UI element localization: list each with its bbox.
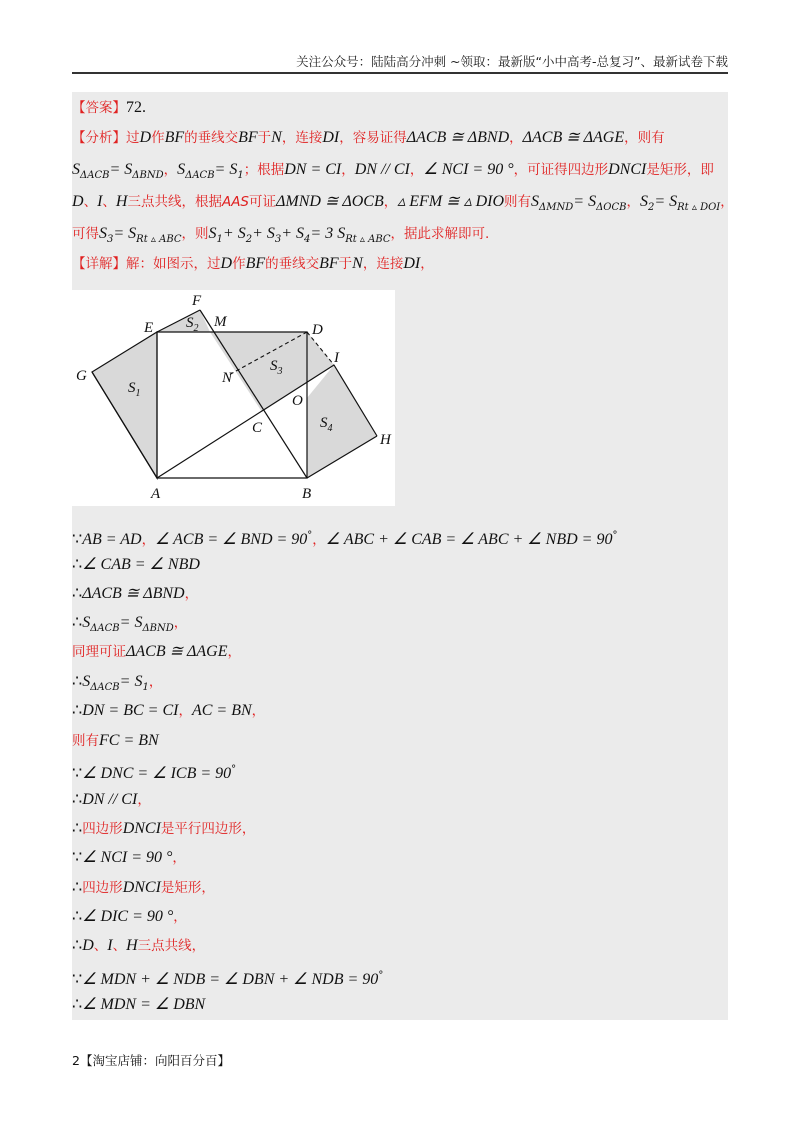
- math: S: [82, 614, 91, 631]
- text: 则有: [72, 733, 99, 749]
- answer-tag: 【答案】: [72, 100, 126, 116]
- analysis-line-2: [72, 160, 728, 186]
- step-13: [72, 878, 728, 898]
- math: N: [352, 255, 363, 272]
- detail-intro-line: [72, 254, 728, 274]
- subscript: Rt ▵ ABC: [136, 233, 182, 245]
- math: DN = CI: [284, 161, 342, 178]
- text: 的垂线交: [265, 256, 320, 272]
- text: 、: [112, 938, 127, 954]
- math: DN // CI: [354, 161, 410, 178]
- math: ΔMND ≅ ΔOCB: [276, 193, 384, 210]
- text: 三点共线，根据: [127, 194, 222, 210]
- math: AC = BN: [191, 702, 252, 719]
- text: ，则: [181, 226, 209, 242]
- text: ，: [251, 703, 266, 719]
- label-s2: $S_2$: [186, 315, 199, 334]
- label-d: D: [312, 322, 323, 338]
- math: H: [126, 937, 138, 954]
- page-header: 关注公众号：陆陆高分冲刺 ~领取：最新版“小中高考-总复习”、最新试卷下载: [72, 52, 728, 74]
- text: ，: [227, 644, 242, 660]
- label-c: C: [252, 420, 263, 436]
- step-17: [72, 995, 728, 1015]
- math: ∠ ABC + ∠ CAB = ∠ ABC + ∠ NBD = 90: [325, 530, 613, 548]
- math: + S: [281, 225, 305, 242]
- math: = S: [654, 193, 678, 210]
- text: ，: [341, 162, 355, 178]
- math: BF: [245, 255, 266, 272]
- math: = S: [214, 161, 238, 178]
- text: ，: [137, 792, 151, 808]
- text: ，: [178, 703, 192, 719]
- label-h: H: [380, 432, 391, 448]
- label-f: F: [192, 293, 202, 309]
- subscript: 4: [304, 233, 311, 245]
- math: FC = BN: [99, 732, 159, 749]
- text: ，: [163, 162, 178, 178]
- text: 四边形: [82, 880, 123, 896]
- superscript: °: [378, 970, 384, 981]
- math: DI: [322, 129, 340, 146]
- math: BF: [319, 255, 339, 272]
- text: 于: [338, 256, 353, 272]
- math: DN = BC = CI: [82, 702, 179, 719]
- math: = S: [573, 193, 597, 210]
- math: ▵ EFM ≅ ▵ DIO: [397, 193, 505, 210]
- symbol: ∴: [72, 702, 83, 719]
- label-s3: $S_3$: [270, 358, 283, 377]
- step-6: [72, 672, 728, 698]
- math: I: [97, 193, 103, 210]
- math: = 3 S: [310, 225, 346, 242]
- math: BF: [238, 129, 258, 146]
- math: H: [115, 193, 128, 210]
- step-12: [72, 848, 728, 868]
- math: DN // CI: [82, 791, 138, 808]
- text: ，容易证得: [339, 130, 407, 146]
- math: S: [72, 161, 80, 178]
- text: 、: [93, 938, 108, 954]
- symbol: ∴: [72, 820, 83, 837]
- text: 、: [102, 194, 116, 210]
- text: ，: [720, 194, 734, 210]
- math: ∠ NCI = 90 °: [423, 161, 514, 178]
- math: = S: [119, 614, 143, 631]
- superscript: °: [612, 530, 618, 541]
- text: ，连接: [281, 130, 323, 146]
- math: S: [177, 161, 186, 178]
- math: ΔACB ≅ ΔAGE: [126, 643, 228, 660]
- math: ΔACB ≅ ΔBND: [82, 585, 185, 602]
- symbol: ∵: [72, 530, 83, 548]
- text: ，: [409, 162, 424, 178]
- subscript: ΔACB: [90, 681, 120, 693]
- analysis-line-4: [72, 224, 728, 250]
- text: ，: [383, 194, 398, 210]
- math: DNCI: [122, 879, 161, 896]
- symbol: ∵: [72, 970, 83, 988]
- text: 作: [232, 256, 246, 272]
- text: 的垂线交: [184, 130, 239, 146]
- text: AAS: [221, 194, 249, 210]
- text: 解：如图示，过: [126, 256, 221, 272]
- symbol: ∵: [72, 764, 83, 782]
- step-1: [72, 526, 728, 550]
- math: ∠ MDN = ∠ DBN: [82, 996, 206, 1013]
- math: DI: [403, 255, 421, 272]
- math: I: [107, 937, 113, 954]
- symbol: ∴: [72, 937, 83, 954]
- subscript: 2: [245, 233, 253, 245]
- math: S: [531, 193, 540, 210]
- subscript: ΔBND: [132, 169, 164, 181]
- text: ，则有: [624, 130, 665, 146]
- math: S: [639, 193, 648, 210]
- subscript: 3: [107, 233, 114, 245]
- geometry-diagram: [72, 290, 395, 506]
- subscript: Rt ▵ ABC: [345, 233, 391, 245]
- math: D: [72, 193, 84, 210]
- step-9: [72, 760, 728, 784]
- label-o: O: [292, 393, 303, 409]
- math: N: [271, 129, 282, 146]
- detail-tag: 【详解】: [72, 256, 126, 272]
- label-a: A: [151, 486, 161, 502]
- symbol: ∴: [72, 879, 83, 896]
- math: D: [82, 937, 94, 954]
- superscript: °: [307, 530, 313, 541]
- text: ，: [148, 674, 163, 690]
- step-5: [72, 642, 728, 662]
- text: 同理可证: [72, 644, 126, 660]
- subscript: Rt ▵ DOI: [677, 201, 721, 213]
- subscript: 2: [647, 201, 655, 213]
- text: ，: [626, 194, 640, 210]
- text: ，: [172, 850, 186, 866]
- page-footer: 2【淘宝店铺：向阳百分百】: [72, 1053, 230, 1068]
- label-e: E: [144, 320, 154, 336]
- math: DNCI: [122, 820, 161, 837]
- symbol: ∴: [72, 996, 83, 1013]
- subscript: ΔMND: [539, 201, 574, 213]
- text: ，: [173, 615, 188, 631]
- math: BF: [164, 129, 185, 146]
- step-2: [72, 555, 728, 575]
- text: ；根据: [243, 162, 285, 178]
- subscript: ΔACB: [185, 169, 215, 181]
- label-m: M: [214, 314, 227, 330]
- math: = S: [119, 673, 143, 690]
- math: ∠ MDN + ∠ NDB = ∠ DBN + ∠ NDB = 90: [82, 970, 379, 988]
- text: ，: [312, 531, 326, 548]
- analysis-line-3: [72, 192, 734, 218]
- math: + S: [252, 225, 275, 242]
- text: 是平行四边形，: [160, 821, 256, 837]
- symbol: ∴: [72, 673, 83, 690]
- label-s4: $S_4$: [320, 415, 333, 434]
- math: ∠ DNC = ∠ ICB = 90: [82, 764, 232, 782]
- analysis-tag: 【分析】: [72, 130, 126, 146]
- math: ΔACB ≅ ΔBND: [406, 129, 510, 146]
- symbol: ∵: [72, 849, 83, 866]
- subscript: 1: [216, 233, 223, 245]
- math: DNCI: [608, 161, 647, 178]
- math: S: [99, 225, 107, 242]
- text: 于: [257, 130, 272, 146]
- symbol: ∴: [72, 791, 83, 808]
- text: 、: [83, 194, 98, 210]
- text: 可证: [249, 194, 276, 210]
- math: = S: [109, 161, 133, 178]
- text: 则有: [504, 194, 532, 210]
- math: S: [82, 673, 91, 690]
- symbol: ∴: [72, 908, 83, 925]
- symbol: ∴: [72, 585, 83, 602]
- answer-value: 72.: [126, 99, 146, 116]
- text: 是矩形，即: [646, 162, 714, 178]
- superscript: °: [231, 764, 237, 775]
- subscript: 1: [142, 681, 149, 693]
- answer-line: [72, 98, 728, 118]
- math: D: [139, 129, 152, 146]
- text: ，: [141, 531, 156, 548]
- math: AB = AD: [82, 530, 142, 548]
- geometry-figure: [72, 290, 395, 506]
- subscript: ΔACB: [80, 169, 110, 181]
- math: = S: [113, 225, 137, 242]
- text: 可得: [72, 226, 99, 242]
- subscript: 3: [274, 233, 282, 245]
- subscript: 1: [237, 169, 244, 181]
- subscript: ΔBND: [142, 622, 174, 634]
- math: ∠ DIC = 90 °: [82, 908, 174, 925]
- label-b: B: [302, 486, 312, 502]
- step-16: [72, 966, 728, 990]
- text: ，连接: [362, 256, 404, 272]
- subscript: ΔOCB: [596, 201, 627, 213]
- label-n: N: [222, 370, 233, 386]
- label-g: G: [76, 368, 87, 384]
- step-15: [72, 936, 728, 956]
- analysis-line-1: [72, 128, 728, 148]
- math: S: [208, 225, 217, 242]
- symbol: ∴: [72, 614, 83, 631]
- label-s1: $S_1$: [128, 380, 141, 399]
- step-7: [72, 701, 728, 721]
- step-4: [72, 613, 728, 639]
- math: ∠ NCI = 90 °: [82, 849, 173, 866]
- text: 过: [126, 130, 140, 146]
- math: + S: [222, 225, 246, 242]
- step-10: [72, 790, 728, 810]
- step-8: [72, 731, 728, 751]
- math: D: [220, 255, 233, 272]
- text: 是矩形，: [160, 880, 215, 896]
- step-3: [72, 584, 728, 604]
- text: ，: [184, 586, 199, 602]
- label-i: I: [334, 350, 339, 366]
- math: ∠ CAB = ∠ NBD: [82, 556, 200, 573]
- text: ，: [509, 130, 523, 146]
- text: 四边形: [82, 821, 123, 837]
- math: ∠ ACB = ∠ BND = 90: [155, 530, 308, 548]
- text: 作: [151, 130, 165, 146]
- text: ，可证得四边形: [513, 162, 609, 178]
- text: ，据此求解即可.: [390, 226, 490, 242]
- text: ，: [420, 256, 434, 272]
- region-s4: [307, 365, 377, 478]
- step-11: [72, 819, 728, 839]
- text: ，: [173, 909, 187, 925]
- region-s1: [92, 332, 157, 478]
- subscript: ΔACB: [90, 622, 120, 634]
- step-14: [72, 907, 728, 927]
- symbol: ∴: [72, 556, 83, 573]
- text: 三点共线，: [137, 938, 206, 954]
- math: ΔACB ≅ ΔAGE: [522, 129, 625, 146]
